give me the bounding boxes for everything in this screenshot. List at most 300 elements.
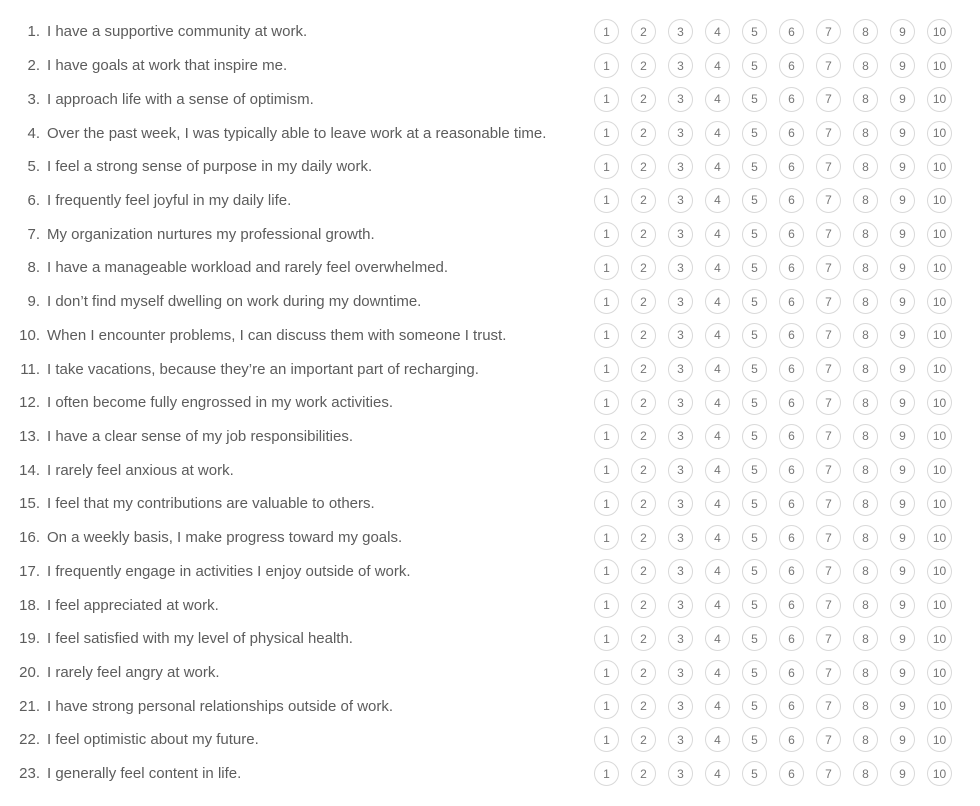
question-text — [0, 731, 594, 748]
rating-button[interactable]: 5 — [742, 559, 767, 584]
rating-button[interactable]: 4 — [705, 357, 730, 382]
question-label: I rarely feel anxious at work. — [47, 461, 234, 479]
rating-button[interactable]: 10 — [927, 289, 952, 314]
rating-button[interactable]: 5 — [742, 390, 767, 415]
rating-scale — [594, 559, 952, 584]
survey-row — [0, 723, 980, 757]
rating-button[interactable]: 7 — [816, 255, 841, 280]
rating-button[interactable]: 5 — [742, 188, 767, 213]
rating-button[interactable]: 9 — [890, 626, 915, 651]
rating-button[interactable]: 7 — [816, 121, 841, 146]
question-number: 11. — [20, 360, 40, 378]
rating-button[interactable]: 5 — [742, 525, 767, 550]
rating-button[interactable]: 7 — [816, 525, 841, 550]
question-number: 22. — [19, 731, 40, 749]
rating-button[interactable]: 2 — [631, 694, 656, 719]
rating-button[interactable]: 6 — [779, 19, 804, 44]
rating-button[interactable]: 2 — [631, 87, 656, 112]
rating-button[interactable]: 1 — [594, 761, 619, 786]
rating-button[interactable]: 8 — [853, 660, 878, 685]
rating-button[interactable]: 1 — [594, 87, 619, 112]
question-text — [0, 495, 594, 512]
rating-button[interactable]: 4 — [705, 188, 730, 213]
rating-button[interactable]: 6 — [779, 390, 804, 415]
rating-button[interactable]: 10 — [927, 694, 952, 719]
survey-row — [0, 352, 980, 386]
rating-button[interactable]: 7 — [816, 458, 841, 483]
rating-button[interactable]: 1 — [594, 222, 619, 247]
rating-button[interactable]: 3 — [668, 761, 693, 786]
rating-button[interactable]: 6 — [779, 424, 804, 449]
rating-button[interactable]: 4 — [705, 593, 730, 618]
rating-button[interactable]: 1 — [594, 491, 619, 516]
rating-scale — [594, 121, 952, 146]
rating-button[interactable]: 1 — [594, 357, 619, 382]
rating-button[interactable]: 8 — [853, 727, 878, 752]
rating-button[interactable]: 5 — [742, 491, 767, 516]
rating-button[interactable]: 1 — [594, 559, 619, 584]
rating-button[interactable]: 7 — [816, 53, 841, 78]
rating-button[interactable]: 7 — [816, 626, 841, 651]
rating-button[interactable]: 2 — [631, 660, 656, 685]
rating-button[interactable]: 7 — [816, 390, 841, 415]
question-text — [0, 259, 594, 276]
rating-button[interactable]: 8 — [853, 53, 878, 78]
question-label: I feel satisfied with my level of physical health. — [47, 630, 353, 648]
rating-button[interactable]: 3 — [668, 525, 693, 550]
rating-button[interactable]: 3 — [668, 694, 693, 719]
rating-button[interactable]: 3 — [668, 222, 693, 247]
rating-button[interactable]: 6 — [779, 491, 804, 516]
rating-button[interactable]: 9 — [890, 289, 915, 314]
rating-button[interactable]: 7 — [816, 19, 841, 44]
rating-button[interactable]: 3 — [668, 559, 693, 584]
rating-button[interactable]: 7 — [816, 491, 841, 516]
rating-button[interactable]: 9 — [890, 458, 915, 483]
rating-button[interactable]: 9 — [890, 188, 915, 213]
rating-button[interactable]: 4 — [705, 525, 730, 550]
rating-button[interactable]: 1 — [594, 53, 619, 78]
rating-button[interactable]: 3 — [668, 53, 693, 78]
rating-button[interactable]: 1 — [594, 458, 619, 483]
rating-button[interactable]: 10 — [927, 626, 952, 651]
rating-button[interactable]: 4 — [705, 87, 730, 112]
rating-button[interactable]: 3 — [668, 458, 693, 483]
rating-button[interactable]: 3 — [668, 357, 693, 382]
rating-button[interactable]: 10 — [927, 222, 952, 247]
rating-button[interactable]: 6 — [779, 761, 804, 786]
rating-button[interactable]: 9 — [890, 357, 915, 382]
rating-button[interactable]: 9 — [890, 491, 915, 516]
rating-button[interactable]: 5 — [742, 53, 767, 78]
rating-button[interactable]: 3 — [668, 323, 693, 348]
rating-button[interactable]: 7 — [816, 323, 841, 348]
rating-button[interactable]: 8 — [853, 694, 878, 719]
rating-button[interactable]: 10 — [927, 390, 952, 415]
question-label: On a weekly basis, I make progress toward my goals. — [47, 529, 403, 547]
rating-button[interactable]: 10 — [927, 491, 952, 516]
rating-button[interactable]: 10 — [927, 424, 952, 449]
rating-button[interactable]: 3 — [668, 19, 693, 44]
question-text — [0, 293, 594, 310]
rating-button[interactable]: 8 — [853, 390, 878, 415]
rating-button[interactable]: 8 — [853, 222, 878, 247]
rating-scale — [594, 289, 952, 314]
rating-button[interactable]: 10 — [927, 761, 952, 786]
survey-row — [0, 487, 980, 521]
rating-button[interactable]: 8 — [853, 458, 878, 483]
rating-button[interactable]: 6 — [779, 525, 804, 550]
rating-button[interactable]: 2 — [631, 53, 656, 78]
survey-row — [0, 184, 980, 218]
rating-button[interactable]: 7 — [816, 87, 841, 112]
rating-scale — [594, 660, 952, 685]
rating-button[interactable]: 1 — [594, 694, 619, 719]
question-number: 14. — [19, 461, 40, 479]
rating-button[interactable]: 3 — [668, 289, 693, 314]
survey-row — [0, 285, 980, 319]
rating-button[interactable]: 10 — [927, 255, 952, 280]
rating-scale — [594, 255, 952, 280]
rating-button[interactable]: 3 — [668, 626, 693, 651]
question-text — [0, 226, 594, 243]
question-label: I frequently feel joyful in my daily life. — [47, 191, 292, 209]
rating-button[interactable]: 1 — [594, 390, 619, 415]
rating-button[interactable]: 10 — [927, 525, 952, 550]
question-number: 17. — [19, 562, 40, 580]
rating-button[interactable]: 5 — [742, 323, 767, 348]
rating-button[interactable]: 3 — [668, 660, 693, 685]
rating-scale — [594, 761, 952, 786]
survey-row — [0, 521, 980, 555]
rating-button[interactable]: 8 — [853, 357, 878, 382]
rating-button[interactable]: 1 — [594, 154, 619, 179]
rating-button[interactable]: 1 — [594, 289, 619, 314]
rating-button[interactable]: 7 — [816, 154, 841, 179]
rating-button[interactable]: 6 — [779, 559, 804, 584]
rating-button[interactable]: 2 — [631, 222, 656, 247]
rating-button[interactable]: 8 — [853, 323, 878, 348]
rating-button[interactable]: 8 — [853, 761, 878, 786]
rating-button[interactable]: 6 — [779, 188, 804, 213]
survey-row — [0, 49, 980, 83]
rating-scale — [594, 593, 952, 618]
rating-button[interactable]: 2 — [631, 154, 656, 179]
rating-button[interactable]: 2 — [631, 593, 656, 618]
rating-button[interactable]: 4 — [705, 390, 730, 415]
question-number: 16. — [19, 529, 40, 547]
rating-button[interactable]: 5 — [742, 222, 767, 247]
question-text — [0, 597, 594, 614]
rating-button[interactable]: 7 — [816, 357, 841, 382]
rating-button[interactable]: 6 — [779, 289, 804, 314]
rating-button[interactable]: 4 — [705, 53, 730, 78]
question-number: 1. — [27, 23, 40, 41]
question-number: 19. — [19, 630, 40, 648]
rating-button[interactable]: 6 — [779, 53, 804, 78]
rating-button[interactable]: 6 — [779, 694, 804, 719]
rating-scale — [594, 525, 952, 550]
rating-button[interactable]: 10 — [927, 87, 952, 112]
rating-button[interactable]: 8 — [853, 525, 878, 550]
rating-button[interactable]: 3 — [668, 121, 693, 146]
rating-button[interactable]: 3 — [668, 188, 693, 213]
rating-button[interactable]: 2 — [631, 323, 656, 348]
rating-button[interactable]: 1 — [594, 660, 619, 685]
rating-button[interactable]: 9 — [890, 727, 915, 752]
rating-button[interactable]: 5 — [742, 121, 767, 146]
survey-row — [0, 251, 980, 285]
rating-button[interactable]: 7 — [816, 593, 841, 618]
rating-scale — [594, 390, 952, 415]
question-number: 5. — [27, 158, 40, 176]
rating-button[interactable]: 10 — [927, 323, 952, 348]
rating-button[interactable]: 5 — [742, 357, 767, 382]
rating-button[interactable]: 9 — [890, 121, 915, 146]
rating-button[interactable]: 6 — [779, 727, 804, 752]
rating-button[interactable]: 2 — [631, 289, 656, 314]
question-text — [0, 125, 594, 142]
rating-button[interactable]: 9 — [890, 87, 915, 112]
rating-button[interactable]: 10 — [927, 121, 952, 146]
rating-button[interactable]: 1 — [594, 19, 619, 44]
rating-button[interactable]: 5 — [742, 660, 767, 685]
rating-button[interactable]: 2 — [631, 121, 656, 146]
rating-button[interactable]: 4 — [705, 626, 730, 651]
question-label: I frequently engage in activities I enjoy outside of work. — [47, 562, 411, 580]
rating-button[interactable]: 4 — [705, 491, 730, 516]
rating-button[interactable]: 2 — [631, 559, 656, 584]
rating-button[interactable]: 2 — [631, 727, 656, 752]
question-text — [0, 563, 594, 580]
rating-button[interactable]: 4 — [705, 222, 730, 247]
rating-button[interactable]: 2 — [631, 424, 656, 449]
rating-button[interactable]: 5 — [742, 727, 767, 752]
rating-button[interactable]: 2 — [631, 357, 656, 382]
rating-button[interactable]: 7 — [816, 559, 841, 584]
rating-button[interactable]: 5 — [742, 255, 767, 280]
question-number: 21. — [19, 697, 40, 715]
rating-button[interactable]: 10 — [927, 660, 952, 685]
question-text — [0, 462, 594, 479]
rating-button[interactable]: 7 — [816, 727, 841, 752]
question-text — [0, 698, 594, 715]
survey-row — [0, 588, 980, 622]
rating-button[interactable]: 4 — [705, 424, 730, 449]
question-text — [0, 23, 594, 40]
rating-button[interactable]: 8 — [853, 593, 878, 618]
rating-button[interactable]: 8 — [853, 424, 878, 449]
rating-button[interactable]: 10 — [927, 559, 952, 584]
rating-button[interactable]: 2 — [631, 626, 656, 651]
survey-row — [0, 656, 980, 690]
question-number: 3. — [27, 90, 40, 108]
rating-button[interactable]: 9 — [890, 761, 915, 786]
rating-button[interactable]: 4 — [705, 121, 730, 146]
rating-button[interactable]: 4 — [705, 323, 730, 348]
rating-button[interactable]: 1 — [594, 255, 619, 280]
rating-button[interactable]: 8 — [853, 255, 878, 280]
rating-button[interactable]: 5 — [742, 154, 767, 179]
rating-button[interactable]: 8 — [853, 289, 878, 314]
question-label: I feel optimistic about my future. — [47, 731, 259, 749]
question-number: 6. — [27, 191, 40, 209]
rating-button[interactable]: 6 — [779, 323, 804, 348]
rating-button[interactable]: 7 — [816, 222, 841, 247]
rating-button[interactable]: 9 — [890, 559, 915, 584]
rating-button[interactable]: 2 — [631, 390, 656, 415]
rating-button[interactable]: 10 — [927, 19, 952, 44]
rating-button[interactable]: 2 — [631, 255, 656, 280]
rating-button[interactable]: 2 — [631, 458, 656, 483]
rating-button[interactable]: 10 — [927, 188, 952, 213]
rating-button[interactable]: 2 — [631, 491, 656, 516]
rating-button[interactable]: 8 — [853, 19, 878, 44]
question-label: When I encounter problems, I can discuss them with someone I trust. — [47, 326, 507, 344]
rating-button[interactable]: 4 — [705, 19, 730, 44]
rating-button[interactable]: 4 — [705, 255, 730, 280]
rating-button[interactable]: 5 — [742, 87, 767, 112]
rating-button[interactable]: 6 — [779, 357, 804, 382]
rating-button[interactable]: 4 — [705, 761, 730, 786]
rating-button[interactable]: 10 — [927, 154, 952, 179]
rating-button[interactable]: 7 — [816, 761, 841, 786]
rating-button[interactable]: 6 — [779, 660, 804, 685]
rating-button[interactable]: 9 — [890, 53, 915, 78]
rating-button[interactable]: 4 — [705, 694, 730, 719]
question-label: I have strong personal relationships outside of work. — [47, 697, 394, 715]
rating-button[interactable]: 10 — [927, 357, 952, 382]
rating-button[interactable]: 3 — [668, 593, 693, 618]
rating-button[interactable]: 5 — [742, 593, 767, 618]
rating-button[interactable]: 9 — [890, 694, 915, 719]
rating-button[interactable]: 1 — [594, 593, 619, 618]
rating-button[interactable]: 7 — [816, 660, 841, 685]
survey-row — [0, 82, 980, 116]
rating-scale — [594, 53, 952, 78]
rating-button[interactable]: 9 — [890, 323, 915, 348]
rating-button[interactable]: 5 — [742, 424, 767, 449]
rating-scale — [594, 491, 952, 516]
rating-button[interactable]: 3 — [668, 727, 693, 752]
rating-scale — [594, 694, 952, 719]
rating-button[interactable]: 6 — [779, 87, 804, 112]
survey-row — [0, 555, 980, 589]
rating-button[interactable]: 3 — [668, 154, 693, 179]
rating-button[interactable]: 1 — [594, 188, 619, 213]
rating-button[interactable]: 9 — [890, 390, 915, 415]
survey-row — [0, 386, 980, 420]
rating-scale — [594, 424, 952, 449]
rating-button[interactable]: 4 — [705, 289, 730, 314]
rating-button[interactable]: 8 — [853, 559, 878, 584]
rating-button[interactable]: 5 — [742, 694, 767, 719]
rating-button[interactable]: 5 — [742, 761, 767, 786]
rating-button[interactable]: 6 — [779, 121, 804, 146]
rating-button[interactable]: 4 — [705, 458, 730, 483]
rating-button[interactable]: 7 — [816, 188, 841, 213]
rating-button[interactable]: 3 — [668, 255, 693, 280]
rating-button[interactable]: 7 — [816, 424, 841, 449]
rating-button[interactable]: 9 — [890, 222, 915, 247]
question-label: I feel appreciated at work. — [47, 596, 219, 614]
rating-button[interactable]: 9 — [890, 255, 915, 280]
rating-button[interactable]: 6 — [779, 626, 804, 651]
rating-button[interactable]: 5 — [742, 458, 767, 483]
question-label: I generally feel content in life. — [47, 765, 242, 783]
rating-button[interactable]: 9 — [890, 593, 915, 618]
survey-row — [0, 217, 980, 251]
rating-button[interactable]: 2 — [631, 19, 656, 44]
survey-row — [0, 689, 980, 723]
rating-button[interactable]: 8 — [853, 87, 878, 112]
rating-button[interactable]: 3 — [668, 491, 693, 516]
question-text — [0, 664, 594, 681]
question-text — [0, 57, 594, 74]
rating-button[interactable]: 8 — [853, 154, 878, 179]
survey-row — [0, 420, 980, 454]
rating-button[interactable]: 8 — [853, 626, 878, 651]
question-label: I feel a strong sense of purpose in my daily work. — [47, 158, 373, 176]
rating-button[interactable]: 3 — [668, 424, 693, 449]
rating-button[interactable]: 3 — [668, 390, 693, 415]
rating-button[interactable]: 5 — [742, 289, 767, 314]
rating-button[interactable]: 6 — [779, 593, 804, 618]
rating-button[interactable]: 7 — [816, 289, 841, 314]
rating-button[interactable]: 9 — [890, 19, 915, 44]
rating-button[interactable]: 4 — [705, 154, 730, 179]
rating-button[interactable]: 1 — [594, 525, 619, 550]
rating-button[interactable]: 4 — [705, 727, 730, 752]
rating-button[interactable]: 6 — [779, 222, 804, 247]
rating-button[interactable]: 2 — [631, 761, 656, 786]
rating-button[interactable]: 10 — [927, 727, 952, 752]
question-number: 4. — [27, 124, 40, 142]
rating-button[interactable]: 10 — [927, 593, 952, 618]
rating-button[interactable]: 2 — [631, 525, 656, 550]
rating-button[interactable]: 5 — [742, 19, 767, 44]
rating-button[interactable]: 5 — [742, 626, 767, 651]
rating-button[interactable]: 4 — [705, 660, 730, 685]
rating-button[interactable]: 1 — [594, 323, 619, 348]
rating-button[interactable]: 10 — [927, 53, 952, 78]
rating-button[interactable]: 1 — [594, 424, 619, 449]
rating-button[interactable]: 1 — [594, 626, 619, 651]
rating-button[interactable]: 1 — [594, 727, 619, 752]
survey-row — [0, 318, 980, 352]
rating-button[interactable]: 4 — [705, 559, 730, 584]
question-text — [0, 361, 594, 378]
question-number: 8. — [27, 259, 40, 277]
rating-button[interactable]: 7 — [816, 694, 841, 719]
survey-row — [0, 150, 980, 184]
rating-button[interactable]: 6 — [779, 255, 804, 280]
rating-button[interactable]: 1 — [594, 121, 619, 146]
rating-button[interactable]: 3 — [668, 87, 693, 112]
rating-button[interactable]: 10 — [927, 458, 952, 483]
rating-button[interactable]: 9 — [890, 424, 915, 449]
rating-button[interactable]: 8 — [853, 491, 878, 516]
rating-button[interactable]: 2 — [631, 188, 656, 213]
rating-button[interactable]: 9 — [890, 154, 915, 179]
rating-button[interactable]: 8 — [853, 121, 878, 146]
survey-row — [0, 116, 980, 150]
rating-button[interactable]: 6 — [779, 154, 804, 179]
rating-button[interactable]: 9 — [890, 525, 915, 550]
rating-button[interactable]: 9 — [890, 660, 915, 685]
rating-button[interactable]: 8 — [853, 188, 878, 213]
rating-button[interactable]: 6 — [779, 458, 804, 483]
